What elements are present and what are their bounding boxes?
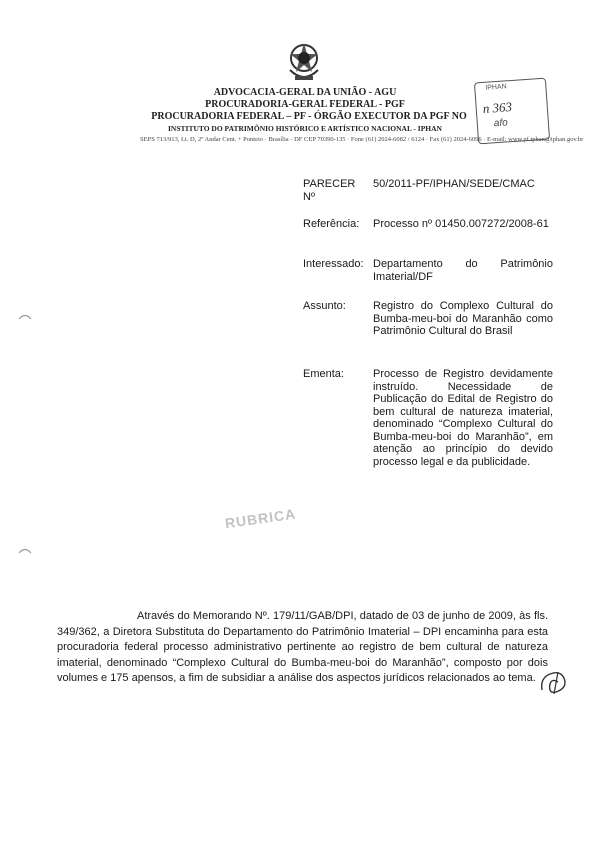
- header-line-pgf: PROCURADORIA-GERAL FEDERAL - PGF: [205, 99, 405, 110]
- stamp-org: IPHAN: [485, 83, 507, 92]
- stamp-signature: afo: [493, 117, 509, 130]
- ementa-label: Ementa:: [303, 368, 344, 380]
- stamp-number: n 363: [482, 99, 513, 117]
- header-line-pf: PROCURADORIA FEDERAL – PF - ÓRGÃO EXECUTOR DA PGF NO: [151, 111, 467, 122]
- ementa-value: Processo de Registro devidamente instruído. Necessidade de Publicação do Edital de Registro do bem cultural de natureza imaterial, denominado “Complexo Cultural do Bumba-meu-boi do Maranhão”, em atenção ao princípio do devido processo legal e da publicidade.: [373, 368, 553, 468]
- referencia-value: Processo nº 01450.007272/2008-61: [373, 218, 549, 230]
- parecer-label: PARECER Nº: [303, 178, 356, 203]
- referencia-label: Referência:: [303, 218, 360, 230]
- header-line-address: SEPS 713/913, Lt. D, 2º Andar Cent. + Ponteio · Brasília - DF CEP 70390-135 · Fone (61) 2024-6082 / 6124 · Fax (61) 2024-6096 · E-mail: www.pf.iphan@iphan.gov.br: [140, 136, 584, 143]
- assunto-value: Registro do Complexo Cultural do Bumba-meu-boi do Maranhão como Patrimônio Cultural do Brasil: [373, 300, 553, 337]
- parecer-value: 50/2011-PF/IPHAN/SEDE/CMAC: [373, 178, 535, 190]
- coat-of-arms-icon: [285, 40, 323, 84]
- hole-punch-mark-icon: [18, 312, 32, 320]
- hole-punch-mark-icon: [18, 546, 32, 554]
- header-line-iphan: INSTITUTO DO PATRIMÔNIO HISTÓRICO E ARTÍSTICO NACIONAL - IPHAN: [168, 124, 442, 133]
- assunto-label: Assunto:: [303, 300, 346, 312]
- page-number-stamp: [474, 78, 550, 145]
- interessado-value: Departamento do Patrimônio Imaterial/DF: [373, 258, 553, 283]
- interessado-label: Interessado:: [303, 258, 364, 270]
- body-paragraph: Através do Memorando Nº. 179/11/GAB/DPI, datado de 03 de junho de 2009, às fls. 349/362, a Diretora Substituta do Departamento do Patrimônio Imaterial – DPI encaminha para esta procuradoria federal processo administrativo pertinente ao registro de bem cultural de natureza imaterial, denominado “Complexo Cultural do Bumba-meu-boi do Maranhão”, composto por dois volumes e 175 apensos, a fim de subsidiar a análise dos aspectos jurídicos relacionados ao tema.: [57, 610, 548, 685]
- faint-stamp-watermark: RUBRICA: [223, 505, 298, 532]
- header-line-agu: ADVOCACIA-GERAL DA UNIÃO - AGU: [213, 87, 397, 98]
- initials-signature-icon: [538, 668, 570, 698]
